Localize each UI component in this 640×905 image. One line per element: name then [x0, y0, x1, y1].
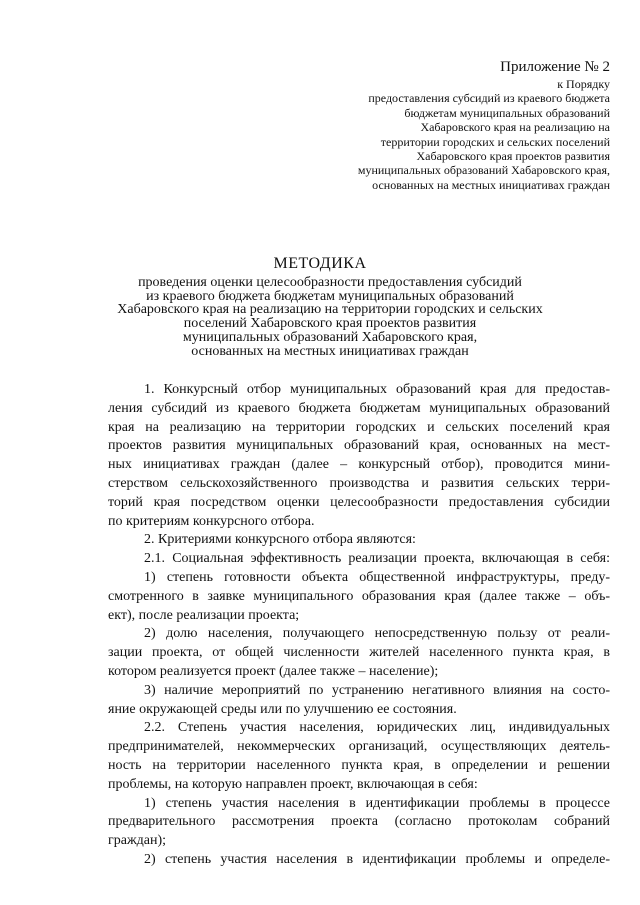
body-line: ект), после реализации проекта; [108, 607, 300, 623]
body-line: ность на территории населенного пункта края, в определении и решении [108, 757, 610, 773]
appendix-line: Хабаровского края на реализацию на [420, 120, 610, 135]
body-line: 2) долю населения, получающего непосредственную пользу от реали- [144, 626, 610, 642]
appendix-line: бюджетам муниципальных образований [404, 105, 610, 120]
body-line: стерством сельскохозяйственного производства и развития сельских терри- [108, 475, 610, 491]
body-line: края на реализацию на территории городских и сельских поселений края [108, 419, 610, 435]
body-line: 2.2. Степень участия населения, юридических лиц, индивидуальных [144, 720, 610, 736]
body-line: торий края посредством оценки целесообразности предоставления субсидии [108, 494, 610, 510]
appendix-line: муниципальных образований Хабаровского края, [357, 163, 610, 178]
body-line: предпринимателей, некоммерческих организаций, осуществляющих деятель- [108, 739, 610, 755]
method-title: МЕТОДИКА [273, 255, 367, 272]
body-line: граждан); [108, 833, 167, 849]
body-line: 2. Критериями конкурсного отбора являются: [144, 532, 416, 548]
subtitle-line: поселений Хабаровского края проектов развития [183, 316, 477, 332]
body-line: 2.1. Социальная эффективность реализации проекта, включающая в себя: [144, 551, 610, 567]
body-line: смотренного в заявке муниципального образования края (далее также – объ- [108, 588, 610, 604]
document-body [108, 381, 610, 870]
method-subtitle [80, 276, 580, 358]
subtitle-line: из краевого бюджета бюджетам муниципальных образований [146, 288, 514, 304]
appendix-line: к Порядку [557, 77, 610, 91]
body-line: 2) степень участия населения в идентификации проблемы и определе- [144, 851, 610, 867]
body-line: 3) наличие мероприятий по устранению негативного влияния на состо- [144, 682, 610, 698]
subtitle-line: Хабаровского края на реализацию на территории городских и сельских [117, 302, 543, 318]
appendix-line: основанных на местных инициативах граждан [372, 177, 610, 192]
appendix-line: Хабаровского края проектов развития [416, 149, 610, 164]
body-line: 1) степень готовности объекта общественной инфраструктуры, преду- [144, 569, 610, 585]
appendix-title: Приложение № 2 [500, 59, 610, 75]
body-line: 1. Конкурсный отбор муниципальных образований края для предостав- [144, 382, 610, 397]
body-line: проблемы, на которую направлен проект, включающая в себя: [108, 776, 478, 792]
subtitle-line: проведения оценки целесообразности предоставления субсидий [138, 275, 522, 290]
appendix-line: территории городских и сельских поселений [380, 134, 610, 149]
body-line: проектов развития муниципальных образований края, основанных на мест- [108, 438, 610, 454]
body-line: 1) степень участия населения в идентификации проблемы в процессе [144, 795, 610, 811]
body-line: предварительного рассмотрения проекта (согласно протоколам собраний [108, 814, 610, 830]
body-line: зации проекта, от общей численности жителей населенного пункта края, в [108, 645, 610, 661]
body-line: по критериям конкурсного отбора. [108, 513, 315, 529]
body-line: яние окружающей среды или по улучшению ее состояния. [108, 701, 457, 717]
body-line: котором реализуется проект (далее также – население); [108, 663, 439, 679]
subtitle-line: основанных на местных инициативах граждан [191, 343, 469, 359]
body-line: ных инициативах граждан (далее – конкурсный отбор), проводится мини- [108, 457, 610, 473]
subtitle-line: муниципальных образований Хабаровского края, [182, 329, 478, 345]
appendix-line: предоставления субсидий из краевого бюджета [368, 91, 610, 106]
body-line: ления субсидий из краевого бюджета бюджетам муниципальных образований [108, 400, 610, 416]
appendix-header [310, 58, 610, 192]
